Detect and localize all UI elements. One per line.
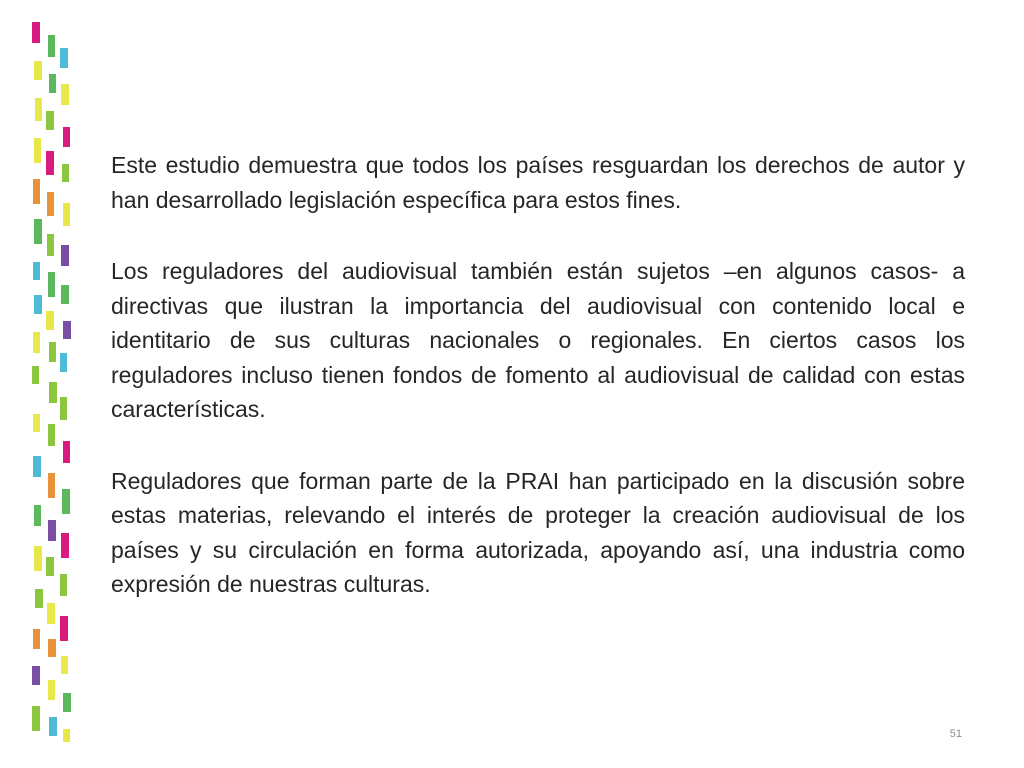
- decorative-dash: [34, 61, 42, 80]
- decorative-dash: [47, 603, 55, 624]
- decorative-dash: [34, 505, 41, 526]
- decorative-dash: [49, 342, 56, 362]
- decorative-dash: [33, 456, 41, 477]
- decorative-dash: [48, 473, 55, 498]
- decorative-dash: [63, 127, 70, 147]
- decorative-dash: [63, 693, 71, 712]
- decorative-dash: [48, 680, 55, 700]
- decorative-dash: [61, 84, 69, 105]
- decorative-dash: [48, 35, 55, 57]
- decorative-dash: [49, 74, 56, 93]
- decorative-dash: [62, 164, 69, 182]
- decorative-dash: [35, 589, 43, 608]
- decorative-dash: [48, 520, 56, 541]
- paragraph-2: Los reguladores del audiovisual también están sujetos –en algunos casos- a directivas que ilustran la importancia del audiovisual con contenido local e identitario de sus culturas nacionales o regionales. En ciertos casos los reguladores incluso tienen fondos de fomento al audiovisual de calidad con estas características.: [111, 258, 965, 422]
- decorative-dash: [46, 151, 54, 175]
- decorative-dash: [60, 616, 68, 641]
- decorative-dash: [48, 424, 55, 446]
- decorative-dash: [32, 22, 40, 43]
- decorative-dash: [33, 332, 40, 353]
- slide-body: [111, 148, 965, 639]
- decorative-dash: [48, 639, 56, 657]
- decorative-dash: [46, 557, 54, 576]
- paragraph-3: Reguladores que forman parte de la PRAI han participado en la discusión sobre estas materias, relevando el interés de proteger la creación audiovisual de los países y su circulación en forma autorizada, apoyando así, una industria como expresión de nuestras culturas.: [111, 467, 965, 597]
- decorative-dash: [32, 706, 40, 731]
- decorative-dash: [46, 111, 54, 130]
- decorative-dash: [33, 629, 40, 649]
- decorative-dash: [61, 285, 69, 304]
- decorative-dash: [48, 272, 55, 297]
- decorative-dash: [49, 717, 57, 736]
- decorative-dash: [60, 48, 68, 68]
- decorative-dash: [63, 203, 70, 226]
- decorative-dash: [46, 311, 54, 330]
- decorative-dash: [34, 138, 41, 163]
- decorative-dash: [61, 533, 69, 558]
- page-number: 51: [949, 728, 962, 740]
- decorative-dash: [63, 729, 70, 742]
- decorative-dash: [33, 179, 40, 204]
- decorative-dash: [47, 192, 54, 216]
- decorative-dash: [47, 234, 54, 256]
- decorative-color-strip: [24, 22, 76, 742]
- decorative-dash: [34, 219, 42, 244]
- decorative-dash: [60, 353, 67, 372]
- decorative-dash: [63, 321, 71, 339]
- decorative-dash: [33, 262, 40, 280]
- decorative-dash: [33, 414, 40, 432]
- decorative-dash: [32, 666, 40, 685]
- decorative-dash: [60, 397, 67, 420]
- decorative-dash: [34, 295, 42, 314]
- decorative-dash: [35, 98, 42, 121]
- decorative-dash: [60, 574, 67, 596]
- decorative-dash: [49, 382, 57, 403]
- decorative-dash: [63, 441, 70, 463]
- decorative-dash: [34, 546, 42, 571]
- decorative-dash: [32, 366, 39, 384]
- decorative-dash: [62, 489, 70, 514]
- decorative-dash: [61, 245, 69, 266]
- decorative-dash: [61, 656, 68, 674]
- paragraph-1: Este estudio demuestra que todos los países resguardan los derechos de autor y han desarrollado legislación específica para estos fines.: [111, 152, 965, 213]
